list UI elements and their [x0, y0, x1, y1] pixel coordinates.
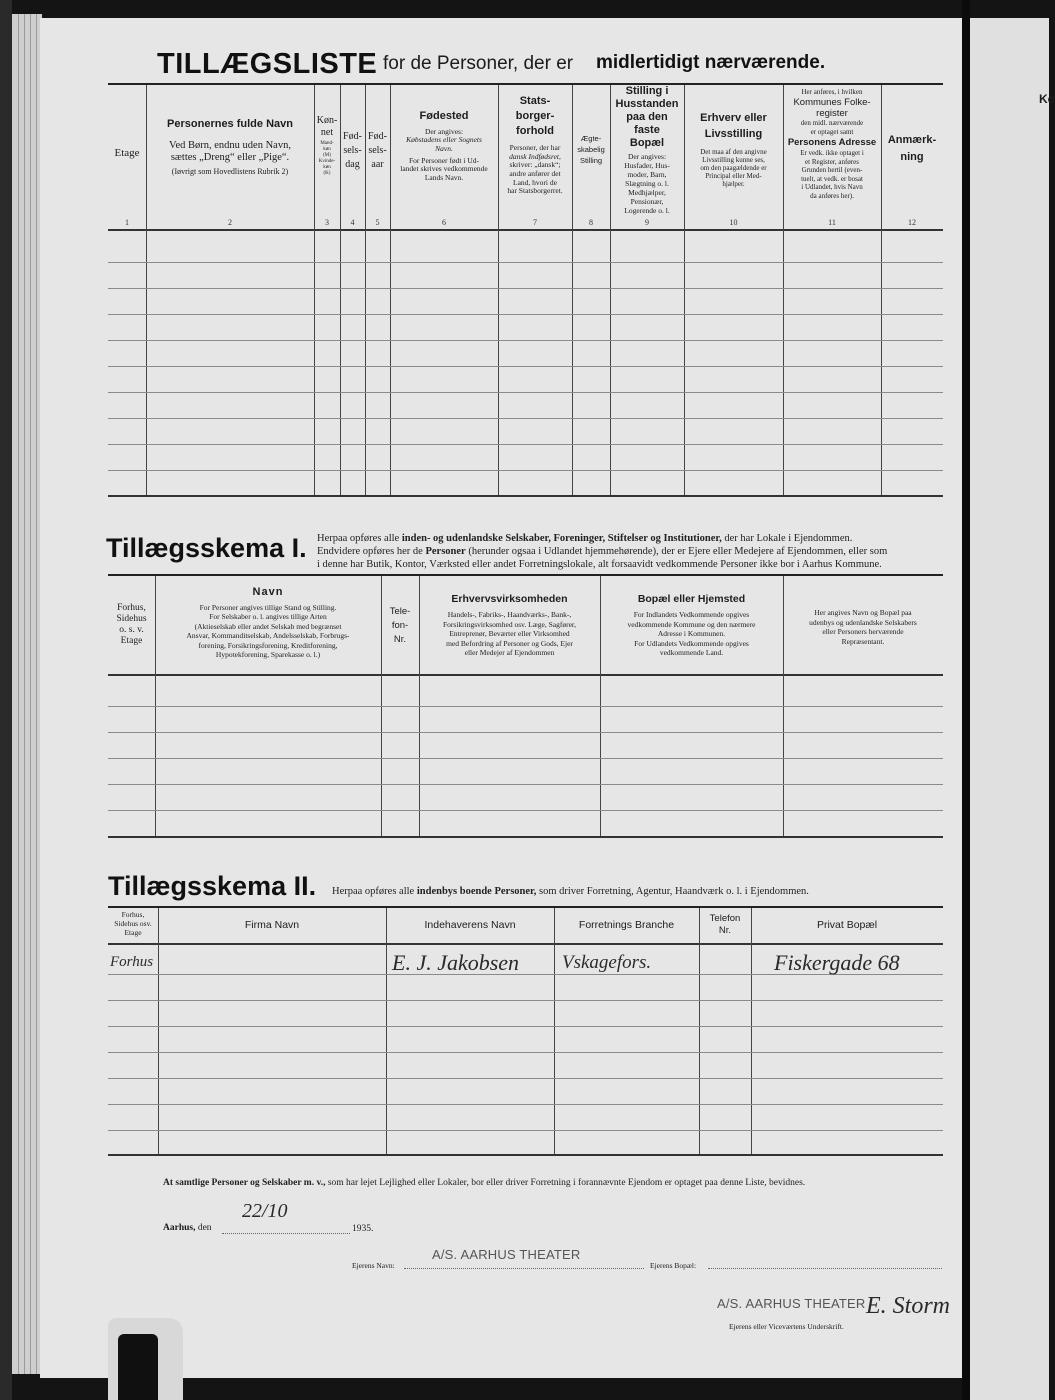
t1-col12-header [881, 132, 943, 166]
t1-col2-title: Personernes fulde Navn [167, 118, 293, 130]
t1-col3-sub: (K) [323, 171, 331, 176]
t1-col6-desc: For Personer født i Ud- [409, 155, 479, 165]
date-place: Aarhus, [163, 1223, 196, 1233]
t1-col7-header [498, 94, 572, 196]
t1-col3-sub: (M) [323, 153, 331, 158]
t1-col9-desc: Medhjælper, [628, 188, 666, 197]
next-page-header: Ko [1039, 92, 1055, 106]
s2-row1-branche: Vskagefors. [562, 952, 652, 973]
skema1-title: Tillægsskema I. [106, 533, 307, 563]
skema1-row-line [108, 784, 943, 785]
t1-col9-title: Bopæl [629, 137, 665, 149]
s2-col-divider [554, 908, 555, 1154]
skema2-row-line [108, 1078, 943, 1079]
t1-col7-desc: dansk Indfødsret, [509, 151, 561, 161]
table1-row-line [108, 444, 943, 445]
t1-col4-num: 4 [350, 218, 355, 227]
s1-col6-desc: eller Personers herværende [822, 627, 904, 636]
t1-col9-header [610, 85, 684, 215]
skema2-intro [332, 885, 809, 898]
s2-col-divider [158, 908, 159, 1154]
s2-row1-indehaver: E. J. Jakobsen [392, 950, 520, 975]
t1-col12-num: 12 [908, 218, 916, 227]
signature-label: Ejerens eller Viceværtens Underskrift. [729, 1322, 844, 1331]
t1-col11-text: i Udlandet, hvis Navn [801, 183, 863, 191]
t1-col4-title: sels- [343, 145, 362, 156]
table1-row-line [108, 470, 943, 471]
table1-bottom-rule [108, 495, 943, 497]
s1-col5-header [600, 593, 783, 658]
t1-col9-desc: Slægtning o. l. [625, 179, 669, 188]
t1-col3-header [314, 115, 340, 177]
t1-col9-desc: Der angives: [627, 152, 667, 161]
s1-col3-text: Nr. [393, 634, 407, 645]
skema1-intro-text: (herunder ogsaa i Udlandet hjemmehørende), der er Ejere eller Medejere af Ejendommen, eller som [468, 546, 888, 557]
s1-col1-text: Forhus, [117, 603, 146, 613]
s2-col-divider [699, 908, 700, 1154]
t1-col2-num: 2 [228, 218, 232, 227]
t1-col2-desc: sættes „Dreng“ eller „Pige“. [170, 151, 290, 163]
t1-col10-title: Erhverv eller [700, 112, 767, 124]
page-stack [12, 14, 42, 1374]
declaration [163, 1177, 805, 1190]
date-den: den [197, 1223, 212, 1233]
skema1-intro-bold: Personer [425, 546, 466, 557]
t1-col11-header [783, 88, 881, 200]
t1-col10-num: 10 [729, 218, 738, 227]
t1-col4-header [340, 130, 365, 172]
t1-col7-num: 7 [533, 218, 537, 227]
t1-col3-title: net [320, 126, 334, 138]
skema1-header-rule [108, 674, 943, 676]
t1-col7-desc: Land, hvori de [513, 177, 557, 187]
s2-col3-header: Indehaverens Navn [424, 919, 516, 931]
t1-col6-desc: Der angives: [424, 126, 464, 136]
skema1-intro-text: Endvidere opføres her de [317, 546, 423, 557]
skema1-row-line [108, 732, 943, 733]
t1-col9-title: Husstanden [615, 98, 679, 110]
t1-col7-title: borger- [515, 110, 555, 122]
skema1-intro-text: Herpaa opføres alle [317, 533, 400, 544]
t1-col10-desc: Det maa af den angivne [700, 148, 767, 156]
next-page-edge [970, 18, 1055, 1400]
s1-col4-desc: eller Medejer af Ejendommen [464, 648, 555, 658]
t1-col9-title: faste [634, 124, 660, 136]
s2-col1-text: Forhus, [121, 910, 145, 919]
s2-col5-text: Nr. [718, 925, 732, 936]
t1-col11-text: tuelt, at vedk. er bosat [801, 174, 863, 183]
table1-row-line [108, 366, 943, 367]
t1-col1-num: 1 [125, 218, 129, 227]
s1-col3-text: Tele- [389, 606, 411, 617]
skema1-intro-line1 [317, 532, 852, 545]
s1-col4-header [419, 593, 600, 658]
table1-row-line [108, 392, 943, 393]
t1-col10-desc: hjælper. [722, 180, 745, 188]
main-title: TILLÆGSLISTE [157, 48, 378, 80]
skema1-intro-line3: i denne har Butik, Kontor, Værksted eller andet Forretningslokale, alt forsaavidt vedkommende Personer ikke bor i Aarhus Kommune. [317, 559, 882, 570]
t1-col7-desc: Personer, der har [509, 143, 561, 152]
t1-col3-sub: køn [323, 147, 331, 152]
paper-clip [108, 1318, 183, 1400]
skema2-header-rule [108, 943, 943, 945]
t1-col2-desc: (Iøvrigt som Hovedlistens Rubrik 2) [171, 166, 289, 176]
signature: E. Storm [866, 1293, 950, 1319]
t1-col7-desc: skriver: „dansk“; [509, 160, 561, 170]
table1-row-line [108, 340, 943, 341]
t1-col6-desc: Navn. [435, 143, 453, 153]
t1-col11-text: Personens Adresse [787, 137, 877, 148]
t1-col5-title: Fød- [368, 131, 387, 142]
t1-col1-title: Etage [114, 147, 140, 159]
t1-col10-title: Livsstilling [704, 128, 763, 140]
s1-col5-desc: For Indlandets Vedkommende opgives [633, 610, 750, 620]
date-handwritten: 22/10 [242, 1200, 288, 1222]
t1-col11-text: et Register, anføres [805, 157, 859, 166]
s1-col1-text: o. s. v. [119, 625, 144, 635]
t1-col11-text: register [816, 108, 848, 119]
t1-col5-title: sels- [368, 145, 387, 156]
t1-col6-desc: landet skrives vedkommende [400, 164, 488, 174]
t1-col9-title: Stilling i [625, 85, 669, 97]
t1-col8-header [572, 133, 610, 166]
t1-col2-desc: Ved Børn, endnu uden Navn, [169, 139, 291, 151]
t1-col6-header [390, 110, 498, 182]
s1-col4-desc: med Befordring af Personer og Gods, Ejer [446, 638, 573, 648]
table1-row-line [108, 418, 943, 419]
s1-col6-header [783, 608, 943, 646]
s1-col2-title: Navn [252, 586, 284, 598]
s2-col1-text: Sidehus osv. [114, 919, 152, 928]
table1-top-rule [108, 83, 943, 85]
t1-col7-desc: andre anfører det [509, 168, 561, 178]
s1-col3-header [381, 605, 419, 647]
s1-col1-text: Etage [120, 636, 143, 646]
t1-col11-text: Grunden hertil (even- [801, 166, 863, 174]
t1-col6-desc: Købstadens eller Sognets [406, 135, 482, 145]
t1-col4-title: dag [345, 159, 360, 170]
skema1-bottom-rule [108, 836, 943, 838]
book-binding [0, 0, 12, 1400]
t1-col12-title: Anmærk- [887, 134, 937, 146]
t1-col8-title: skabelig [577, 145, 605, 154]
s1-col2-desc: For Personer angives tillige Stand og Stilling. [199, 602, 337, 612]
t1-col11-text: er optaget samt [810, 128, 854, 136]
t1-col11-text: da anføres her). [810, 191, 854, 200]
t1-col3-title: Køn- [316, 115, 338, 126]
skema2-intro-text: Herpaa opføres alle [332, 886, 415, 897]
s1-col4-desc: Entreprenør, Beværter eller Virksomhed [449, 629, 570, 639]
s2-row1-etage: Forhus [110, 954, 154, 970]
table1-row-line [108, 314, 943, 315]
t1-col8-num: 8 [589, 218, 593, 227]
owner-label: Ejerens Navn: [352, 1261, 395, 1270]
s2-col6-header: Privat Bopæl [816, 919, 878, 931]
skema1-row-line [108, 758, 943, 759]
s1-col6-desc: udenbys og udenlandske Selskabers [809, 617, 917, 627]
t1-col9-desc: Logerende o. l. [624, 206, 670, 215]
table1-header-rule [108, 229, 943, 231]
s1-col2-desc: Ansvar, Kommanditselskab, Andelsselskab, Forbrugs- [186, 631, 350, 641]
t1-col8-title: Stilling [579, 156, 603, 165]
s1-col4-desc: Handels-, Fabriks-, Haandværks-, Bank-, [447, 610, 572, 620]
owner-stamp: A/S. AARHUS THEATER [432, 1247, 581, 1262]
s1-col2-desc: For Selskaber o. l. angives tillige Arten [209, 612, 327, 622]
t1-col3-sub: køn [323, 165, 331, 170]
t1-col11-text: den midl. nærværende [800, 119, 864, 127]
t1-col11-num: 11 [828, 218, 836, 227]
skema1-intro-text: der har Lokale i Ejendommen. [724, 533, 853, 544]
t1-col9-desc: moder, Barn, [627, 170, 667, 179]
t1-col7-title: forhold [516, 125, 554, 137]
t1-col5-num: 5 [375, 218, 380, 227]
s1-col6-desc: Her angives Navn og Bopæl paa [814, 608, 912, 617]
s1-col5-desc: For Udlandets Vedkommende opgives [634, 638, 749, 648]
t1-col6-title: Fødested [419, 110, 469, 122]
skema1-row-line [108, 706, 943, 707]
t1-col10-desc: Livsstilling kunne ses, [702, 156, 765, 164]
t1-col7-desc: har Statsborgerret. [507, 186, 563, 196]
skema2-row-line [108, 1052, 943, 1053]
skema2-intro-text: som driver Forretning, Agentur, Haandværk o. l. i Ejendommen. [538, 886, 809, 897]
skema2-intro-bold: indenbys boende Personer, [416, 886, 537, 897]
t1-col9-desc: Husfader, Hus- [624, 161, 670, 170]
skema2-row-line [108, 1026, 943, 1027]
s1-col6-desc: Repræsentant. [841, 636, 885, 646]
s2-col-divider [751, 908, 752, 1154]
skema1-top-rule [108, 574, 943, 576]
date-line [163, 1223, 212, 1233]
t1-col11-text: Er vedk. ikke optaget i [800, 149, 864, 157]
t1-col2-header [146, 118, 314, 176]
declaration-bold: At samtlige Personer og Selskaber m. v., [163, 1178, 326, 1188]
book-spine [962, 0, 970, 1400]
table1-row-line [108, 262, 943, 263]
s1-col5-desc: Adresse i Kommunen. [657, 629, 726, 639]
t1-col11-text: Kommunes Folke- [793, 97, 871, 108]
t1-col6-num: 6 [442, 218, 446, 227]
skema2-top-rule [108, 906, 943, 908]
residence-label: Ejerens Bopæl: [650, 1261, 697, 1270]
signature-stamp: A/S. AARHUS THEATER [717, 1296, 866, 1311]
t1-col10-desc: om den paagældende er [700, 164, 767, 172]
s2-col-divider [386, 908, 387, 1154]
t1-col7-title: Stats- [519, 95, 551, 107]
s2-row1-bopael: Fiskergade 68 [774, 950, 900, 975]
s1-col5-desc: vedkommende Land. [659, 648, 724, 658]
s1-col1-text: Sidehus [116, 614, 147, 624]
t1-col5-header [365, 130, 390, 172]
s1-col4-title: Erhvervsvirksomheden [451, 593, 568, 605]
t1-col9-desc: Pensionær, [630, 197, 664, 206]
s1-col4-desc: Forsikringsvirksomhed osv. Læge, Sagfører, [443, 619, 576, 629]
main-title-bold: midlertidigt nærværende. [596, 52, 826, 73]
s2-col5-text: Telefon [709, 913, 741, 924]
t1-col3-sub: Mand- [320, 141, 334, 146]
t1-col11-text: Her anføres, i hvilken [801, 88, 863, 96]
declaration-text: som har lejet Lejlighed eller Lokaler, bor eller driver Forretning i forannævnte Ejendom er optaget paa denne Liste, bevidnes. [327, 1178, 806, 1188]
s2-col1-text: Etage [124, 928, 142, 937]
skema2-bottom-rule [108, 1154, 943, 1156]
t1-col3-sub: Kvinde- [318, 159, 336, 164]
skema2-row-line [108, 1130, 943, 1131]
skema1-row-line [108, 810, 943, 811]
main-title-sub: for de Personer, der er [383, 53, 574, 74]
s2-col5-header [699, 913, 751, 937]
date-dotted-line [222, 1233, 350, 1234]
t1-col8-title: Ægte- [580, 134, 602, 143]
s1-col2-desc: Hypotekforening, Sparekasse o. l.) [215, 650, 321, 660]
t1-col12-title: ning [900, 151, 924, 163]
t1-col3-num: 3 [325, 218, 329, 227]
t1-col5-title: aar [371, 159, 384, 170]
date-year: 1935. [352, 1224, 374, 1234]
table1-row-line [108, 288, 943, 289]
s1-col1-header [108, 603, 155, 647]
t1-col10-header [684, 110, 783, 188]
s2-col4-header: Forretnings Branche [578, 919, 675, 931]
s1-col2-desc: (Aktieselskab eller andet Selskab med begrænset [194, 621, 342, 631]
skema2-title: Tillægsskema II. [108, 871, 317, 901]
s2-col2-header: Firma Navn [244, 919, 300, 931]
s1-col2-header [155, 586, 381, 660]
s1-col3-text: fon- [391, 620, 409, 631]
s1-col2-desc: forening, Forsikringsforening, Kreditforening, [198, 640, 338, 650]
t1-col10-desc: Principal eller Med- [705, 172, 762, 180]
residence-dotted-line [708, 1268, 942, 1269]
t1-col6-desc: Lands Navn. [424, 172, 464, 182]
t1-col9-title: paa den [626, 111, 668, 123]
skema1-intro-bold: inden- og udenlandske Selskaber, Foreninger, Stiftelser og Institutioner, [401, 533, 722, 544]
skema2-row-line [108, 1104, 943, 1105]
skema1-intro-line2 [317, 545, 887, 558]
t1-col4-title: Fød- [343, 131, 362, 142]
skema2-row-line [108, 1000, 943, 1001]
s2-col1-header [108, 910, 158, 937]
owner-dotted-line [404, 1268, 644, 1269]
s1-col5-title: Bopæl eller Hjemsted [637, 593, 746, 605]
t1-col9-num: 9 [645, 218, 649, 227]
s1-col5-desc: vedkommende Kommune og den nærmere [627, 619, 756, 629]
